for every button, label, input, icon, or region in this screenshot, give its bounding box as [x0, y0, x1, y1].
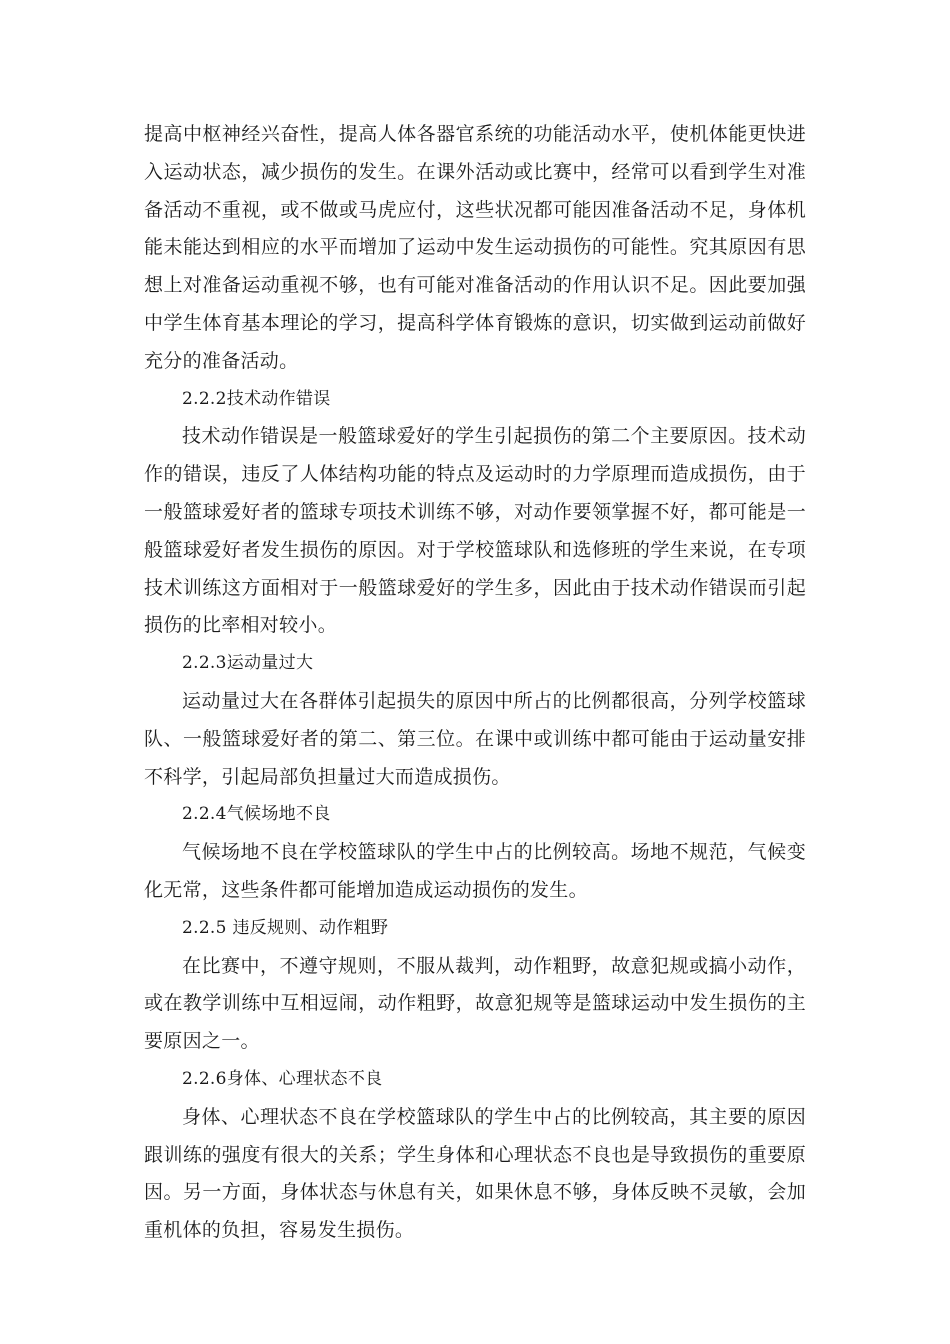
- paragraph-warmup-continued: 提高中枢神经兴奋性，提高人体各器官系统的功能活动水平，使机体能更快进入运动状态，减少损伤的发生。在课外活动或比赛中，经常可以看到学生对准备活动不重视，或不做或马虎应付，这些状况都可能因准备活动不足，身体机能未能达到相应的水平而增加了运动中发生运动损伤的可能性。究其原因有思想上对准备运动重视不够，也有可能对准备活动的作用认识不足。因此要加强中学生体育基本理论的学习，提高科学体育锻炼的意识，切实做到运动前做好充分的准备活动。: [144, 123, 806, 372]
- section-heading-2-2-6: 2.2.6身体、心理状态不良: [182, 1068, 383, 1089]
- section-heading-2-2-4: 2.2.4气候场地不良: [182, 804, 331, 825]
- paragraph-excessive-load: 运动量过大在各群体引起损失的原因中所占的比例都很高，分列学校篮球队、一般篮球爱好者的第二、第三位。在课中或训练中都可能由于运动量安排不科学，引起局部负担量过大而造成损伤。: [144, 689, 806, 788]
- paragraph-rule-violations: 在比赛中，不遵守规则，不服从裁判，动作粗野，故意犯规或搞小动作，或在教学训练中互相逗闹，动作粗野，故意犯规等是篮球运动中发生损伤的主要原因之一。: [144, 954, 806, 1053]
- section-heading-2-2-3: 2.2.3运动量过大: [182, 653, 314, 674]
- section-heading-2-2-5: 2.2.5 违反规则、动作粗野: [182, 917, 389, 938]
- section-heading-2-2-2: 2.2.2技术动作错误: [182, 388, 331, 409]
- paragraph-weather-field: 气候场地不良在学校篮球队的学生中占的比例较高。场地不规范，气候变化无常，这些条件都可能增加造成运动损伤的发生。: [144, 841, 806, 901]
- document-page: [144, 116, 806, 1250]
- paragraph-physical-mental-state: 身体、心理状态不良在学校篮球队的学生中占的比例较高，其主要的原因跟训练的强度有很大的关系；学生身体和心理状态不良也是导致损伤的重要原因。另一方面，身体状态与休息有关，如果休息不够，身体反映不灵敏，会加重机体的负担，容易发生损伤。: [144, 1105, 806, 1242]
- paragraph-technical-errors: 技术动作错误是一般篮球爱好的学生引起损伤的第二个主要原因。技术动作的错误，违反了人体结构功能的特点及运动时的力学原理而造成损伤，由于一般篮球爱好者的篮球专项技术训练不够，对动作要领掌握不好，都可能是一般篮球爱好者发生损伤的原因。对于学校篮球队和选修班的学生来说，在专项技术训练这方面相对于一般篮球爱好的学生多，因此由于技术动作错误而引起损伤的比率相对较小。: [144, 425, 806, 637]
